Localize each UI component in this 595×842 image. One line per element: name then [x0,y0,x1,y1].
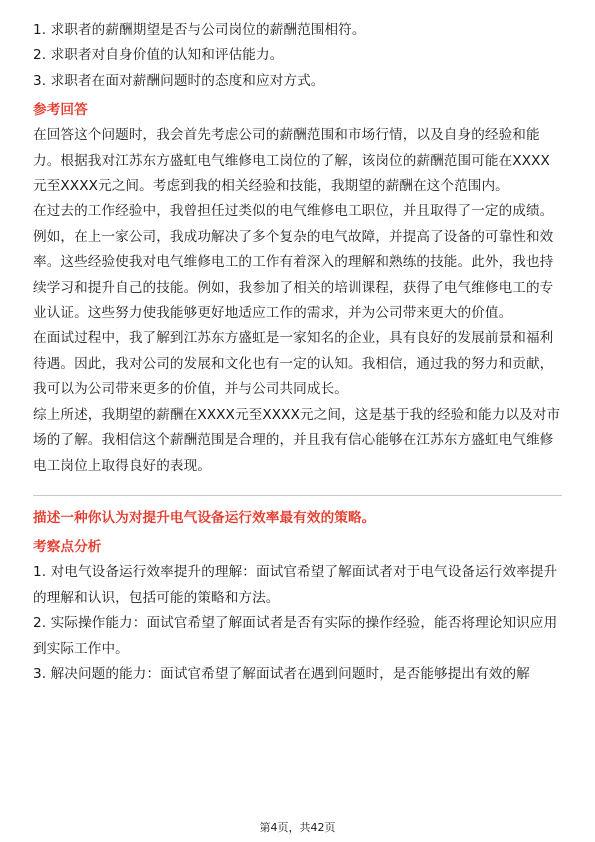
analysis-point-3: 3. 解决问题的能力：面试官希望了解面试者在遇到问题时，是否能够提出有效的解 [33,665,530,682]
analysis-heading: 考察点分析 [33,539,102,556]
answer-heading: 参考回答 [33,102,88,119]
analysis-point-1: 1. 对电气设备运行效率提升的理解：面试官希望了解面试者对于电气设备运行效率提升的理解和认识，包括可能的策略和方法。 [33,564,558,606]
intro-point-2: 2. 求职者对自身价值的认知和评估能力。 [33,47,284,64]
answer-paragraph-1: 在回答这个问题时，我会首先考虑公司的薪酬范围和市场行情，以及自身的经验和能力。根据我对江苏东方盛虹电气维修电工岗位的了解，该岗位的薪酬范围可能在XXXX元至XXXX元之间。考虑到我的相关经验和技能，我期望的薪酬在这个范围内。 [33,127,550,195]
answer-paragraph-2: 在过去的工作经验中，我曾担任过类似的电气维修电工职位，并且取得了一定的成绩。例如，在上一家公司，我成功解决了多个复杂的电气故障，并提高了设备的可靠性和效率。这些经验使我对电气维修电工的工作有着深入的理解和熟练的技能。此外，我也持续学习和提升自己的技能。例如，我参加了相关的培训课程，获得了电气维修电工的专业认证。这些努力使我能够更好地适应工作的需求，并为公司带来更大的价值。 [33,203,554,322]
intro-point-3: 3. 求职者在面对薪酬问题时的态度和应对方式。 [33,72,325,89]
page-footer: 第4页，共42页 [259,821,336,834]
document-page [33,18,562,687]
intro-points [33,18,562,94]
intro-point-1: 1. 求职者的薪酬期望是否与公司岗位的薪酬范围相符。 [33,22,366,38]
answer-body [33,123,562,479]
answer-paragraph-3: 在面试过程中，我了解到江苏东方盛虹是一家知名的企业，具有良好的发展前景和福利待遇。因此，我对公司的发展和文化也有一定的认知。我相信，通过我的努力和贡献，我可以为公司带来更多的价值，并与公司共同成长。 [33,330,554,398]
question-title: 描述一种你认为对提升电气设备运行效率最有效的策略。 [33,509,376,526]
answer-paragraph-4: 综上所述，我期望的薪酬在XXXX元至XXXX元之间，这是基于我的经验和能力以及对市场的了解。我相信这个薪酬范围是合理的，并且我有信心能够在江苏东方盛虹电气维修电工岗位上取得良好的表现。 [33,406,561,474]
analysis-points [33,560,562,687]
analysis-point-2: 2. 实际操作能力：面试官希望了解面试者是否有实际的操作经验，能否将理论知识应用到实际工作中。 [33,615,558,657]
section-divider [33,495,562,496]
